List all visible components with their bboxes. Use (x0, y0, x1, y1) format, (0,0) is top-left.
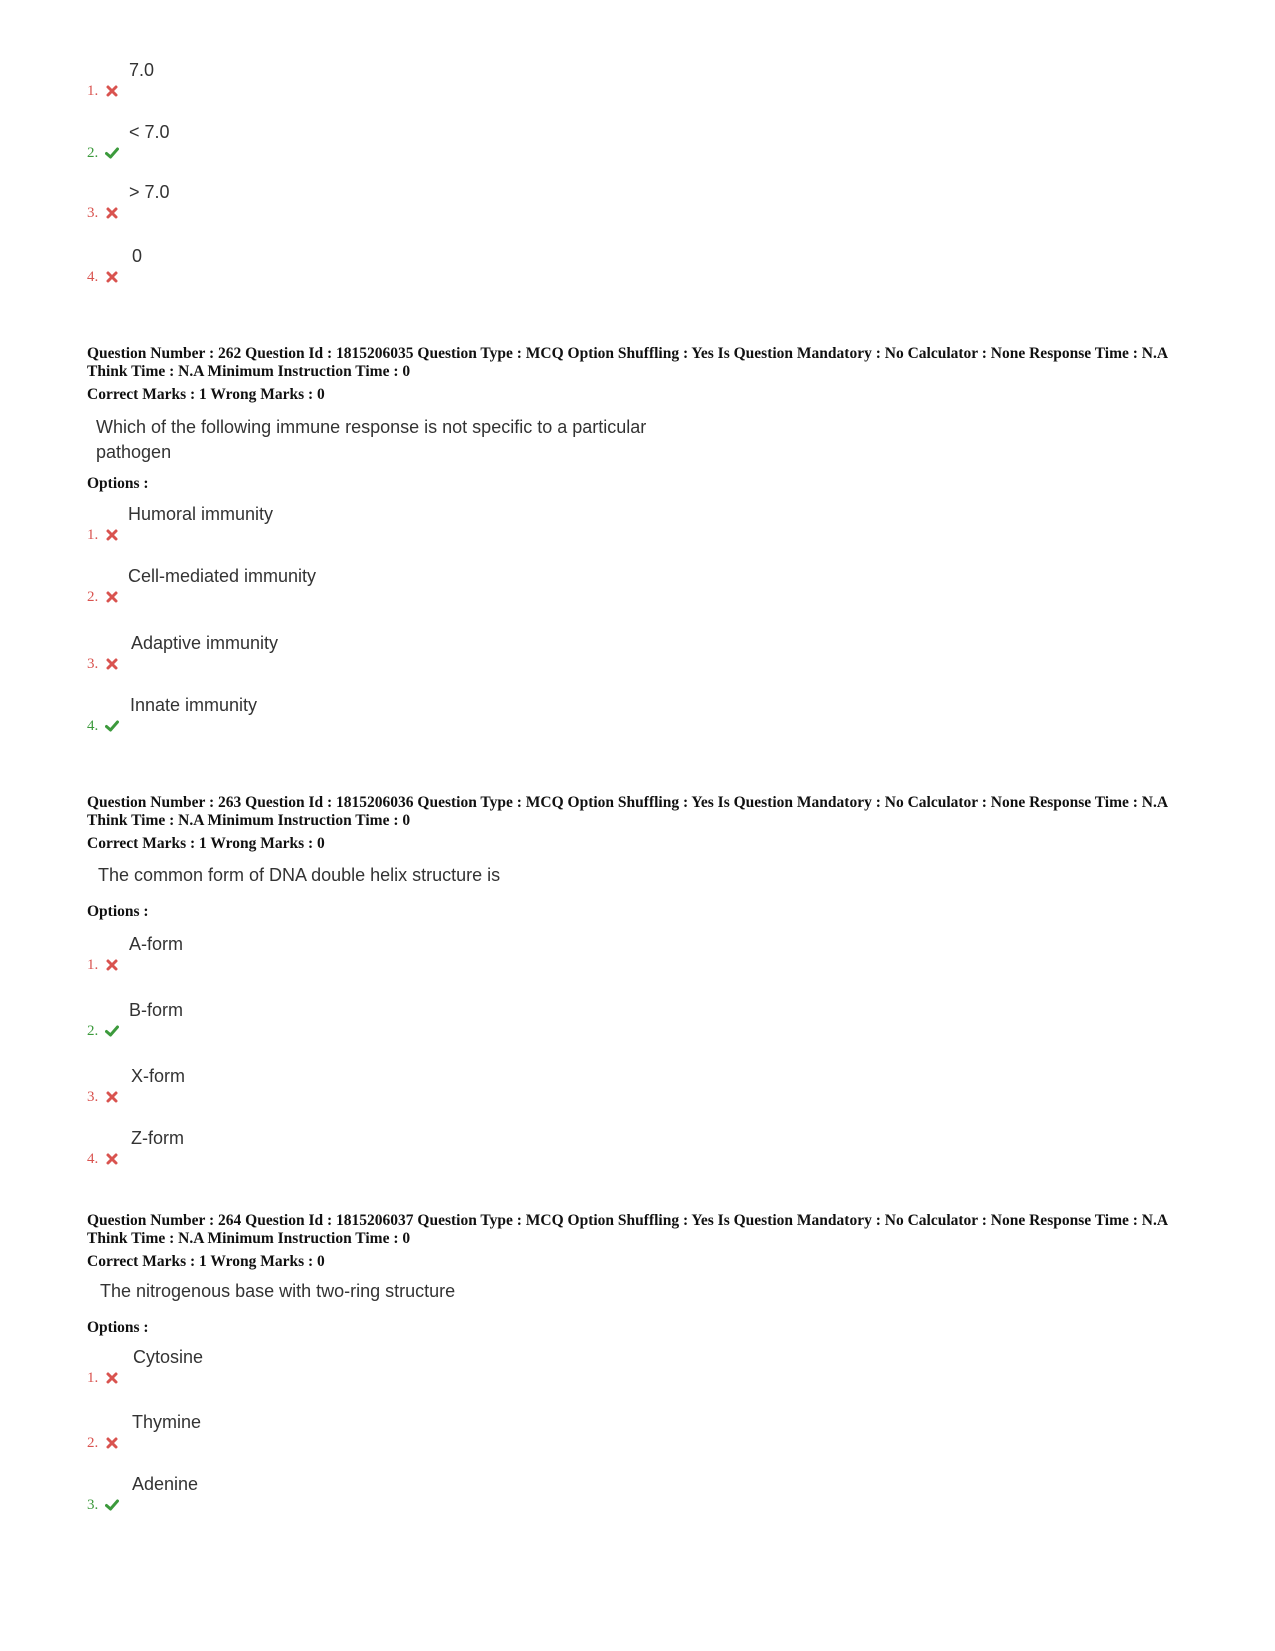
question-text: The nitrogenous base with two-ring structure (100, 1281, 456, 1301)
option-text: 7.0 (129, 60, 155, 80)
option-text: Cell-mediated immunity (128, 566, 317, 586)
cross-icon (105, 84, 119, 98)
option-number: 3. (87, 1089, 99, 1105)
option-text: 0 (132, 246, 143, 266)
option-number: 3. (87, 205, 99, 221)
question-text: Which of the following immune response is not specific to a particular pathogen (96, 417, 647, 462)
option-row (87, 182, 787, 222)
option-text: > 7.0 (129, 182, 170, 202)
option-row (87, 1128, 787, 1168)
option-number: 2. (87, 145, 99, 161)
option-text: Adaptive immunity (131, 633, 279, 653)
check-icon (105, 146, 119, 160)
option-number: 1. (87, 1370, 99, 1386)
option-number: 4. (87, 269, 99, 285)
cross-icon (105, 958, 119, 972)
option-text: Innate immunity (130, 695, 258, 715)
options-label: Options : (87, 475, 149, 492)
option-number: 3. (87, 1497, 99, 1513)
option-text: X-form (131, 1066, 185, 1086)
cross-icon (105, 1152, 119, 1166)
option-row (87, 566, 787, 606)
option-row (87, 1066, 787, 1106)
option-text: Z-form (131, 1128, 184, 1148)
option-row (87, 504, 787, 544)
options-label: Options : (87, 1319, 149, 1336)
option-row (87, 1412, 787, 1452)
option-text: Cytosine (133, 1347, 204, 1367)
option-row (87, 695, 787, 735)
option-number: 1. (87, 527, 99, 543)
option-text: B-form (129, 1000, 183, 1020)
option-row (87, 60, 787, 100)
question-meta: Question Number : 262 Question Id : 1815206035 Question Type : MCQ Option Shuffling : Yes Is Question Mandatory : No Calculator : None Response Time : N.A Think Time : N.A Minimum Instruction Time : 0 (87, 345, 1168, 380)
cross-icon (105, 528, 119, 542)
options-label: Options : (87, 903, 149, 920)
option-number: 4. (87, 718, 99, 734)
question-meta: Question Number : 263 Question Id : 1815206036 Question Type : MCQ Option Shuffling : Yes Is Question Mandatory : No Calculator : None Response Time : N.A Think Time : N.A Minimum Instruction Time : 0 (87, 794, 1168, 829)
option-row (87, 1474, 787, 1514)
question-meta: Question Number : 264 Question Id : 1815206037 Question Type : MCQ Option Shuffling : Yes Is Question Mandatory : No Calculator : None Response Time : N.A Think Time : N.A Minimum Instruction Time : 0 (87, 1212, 1168, 1247)
option-number: 1. (87, 83, 99, 99)
option-number: 2. (87, 589, 99, 605)
cross-icon (105, 1090, 119, 1104)
option-text: Humoral immunity (128, 504, 274, 524)
option-number: 2. (87, 1023, 99, 1039)
option-number: 2. (87, 1435, 99, 1451)
cross-icon (105, 590, 119, 604)
question-marks: Correct Marks : 1 Wrong Marks : 0 (87, 1253, 325, 1270)
option-number: 3. (87, 656, 99, 672)
question-text: The common form of DNA double helix structure is (98, 865, 501, 885)
check-icon (105, 1024, 119, 1038)
option-row (87, 122, 787, 162)
check-icon (105, 1498, 119, 1512)
option-row (87, 246, 787, 286)
option-row (87, 633, 787, 673)
question-marks: Correct Marks : 1 Wrong Marks : 0 (87, 386, 325, 403)
cross-icon (105, 657, 119, 671)
option-text: Thymine (132, 1412, 202, 1432)
cross-icon (105, 206, 119, 220)
cross-icon (105, 270, 119, 284)
option-number: 4. (87, 1151, 99, 1167)
option-number: 1. (87, 957, 99, 973)
option-row (87, 1000, 787, 1040)
cross-icon (105, 1436, 119, 1450)
option-text: < 7.0 (129, 122, 170, 142)
option-row (87, 1347, 787, 1387)
option-row (87, 934, 787, 974)
question-marks: Correct Marks : 1 Wrong Marks : 0 (87, 835, 325, 852)
option-text: A-form (129, 934, 183, 954)
cross-icon (105, 1371, 119, 1385)
check-icon (105, 719, 119, 733)
option-text: Adenine (132, 1474, 199, 1494)
